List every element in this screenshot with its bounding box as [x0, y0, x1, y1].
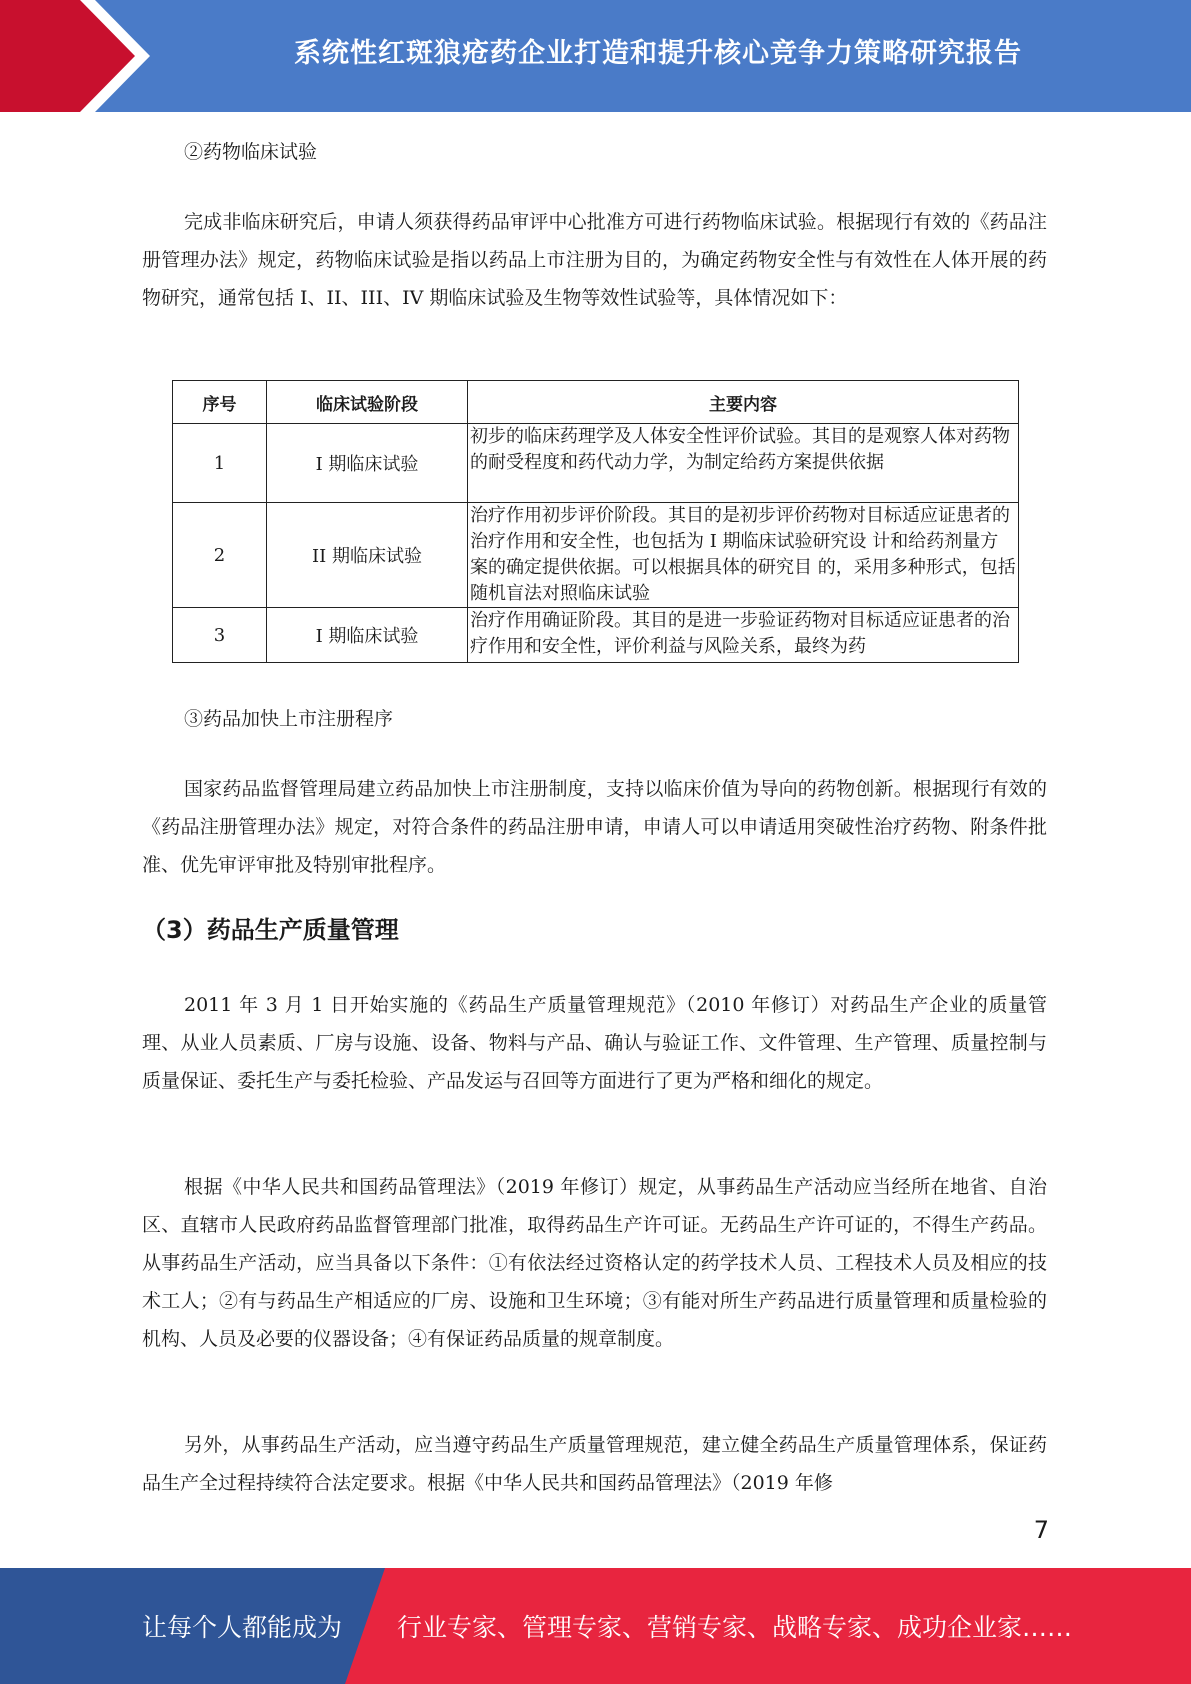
clinical-trial-table: [172, 380, 1019, 663]
footer-slogan-right: 行业专家、管理专家、营销专家、战略专家、成功企业家……: [397, 1613, 1073, 1642]
table-cell-phase: I 期临床试验: [267, 608, 468, 663]
paragraph-accelerated-registration: 国家药品监督管理局建立药品加快上市注册制度，支持以临床价值为导向的药物创新。根据现行有效的《药品注册管理办法》规定，对符合条件的药品注册申请，申请人可以申请适用突破性治疗药物、附条件批准、优先审评审批及特别审批程序。: [142, 778, 1047, 876]
table-row: [173, 503, 1019, 608]
table-cell-content: 治疗作用确证阶段。其目的是进一步验证药物对目标适应证患者的治疗作用和安全性，评价利益与风险关系，最终为药: [468, 608, 1019, 663]
table-row: [173, 608, 1019, 663]
table-cell-number: 2: [173, 503, 267, 608]
section-heading-production-quality: （3）药品生产质量管理: [142, 916, 399, 944]
paragraph-quality-system: 另外，从事药品生产活动，应当遵守药品生产质量管理规范，建立健全药品生产质量管理体系，保证药品生产全过程持续符合法定要求。根据《中华人民共和国药品管理法》（2019 年修: [142, 1434, 1047, 1494]
chevron-decoration-icon: [0, 0, 160, 112]
table-cell-content: 治疗作用初步评价阶段。其目的是初步评价药物对目标适应证患者的治疗作用和安全性，也包括为 I 期临床试验研究设 计和给药剂量方案的确定提供依据。可以根据具体的研究目 的，采用多种形式，包括随机盲法对照临床试验: [468, 503, 1019, 608]
table-header-cell: 序号: [173, 381, 267, 424]
table-cell-phase: II 期临床试验: [267, 503, 468, 608]
table-header-cell: 临床试验阶段: [267, 381, 468, 424]
paragraph-gmp: 2011 年 3 月 1 日开始实施的《药品生产质量管理规范》（2010 年修订）对药品生产企业的质量管理、从业人员素质、厂房与设施、设备、物料与产品、确认与验证工作、文件管理、生产管理、质量控制与质量保证、委托生产与委托检验、产品发运与召回等方面进行了更为严格和细化的规定。: [142, 994, 1047, 1092]
table-header-cell: 主要内容: [468, 381, 1019, 424]
table-cell-number: 1: [173, 424, 267, 503]
page-number: 7: [1033, 1516, 1049, 1544]
paragraph-clinical-intro: 完成非临床研究后，申请人须获得药品审评中心批准方可进行药物临床试验。根据现行有效的《药品注册管理办法》规定，药物临床试验是指以药品上市注册为目的，为确定药物安全性与有效性在人体开展的药物研究，通常包括 I、II、III、IV 期临床试验及生物等效性试验等，具体情况如下：: [142, 211, 1047, 309]
footer-slogan-left: 让每个人都能成为: [142, 1613, 343, 1642]
table-cell-number: 3: [173, 608, 267, 663]
table-header-row: [173, 381, 1019, 424]
table-row: [173, 424, 1019, 503]
table-cell-content: 初步的临床药理学及人体安全性评价试验。其目的是观察人体对药物的耐受程度和药代动力学，为制定给药方案提供依据: [468, 424, 1019, 503]
report-title: 系统性红斑狼疮药企业打造和提升核心竞争力策略研究报告: [294, 37, 1022, 69]
sub-heading-accelerated-registration: ③药品加快上市注册程序: [184, 708, 394, 730]
paragraph-drug-law: 根据《中华人民共和国药品管理法》（2019 年修订）规定，从事药品生产活动应当经所在地省、自治区、直辖市人民政府药品监督管理部门批准，取得药品生产许可证。无药品生产许可证的，不得生产药品。从事药品生产活动，应当具备以下条件：①有依法经过资格认定的药学技术人员、工程技术人员及相应的技术工人；②有与药品生产相适应的厂房、设施和卫生环境；③有能对所生产药品进行质量管理和质量检验的机构、人员及必要的仪器设备；④有保证药品质量的规章制度。: [142, 1176, 1047, 1350]
footer-banner: [0, 1568, 1191, 1684]
header-banner: [0, 0, 1191, 112]
sub-heading-clinical-trial: ②药物临床试验: [184, 141, 318, 163]
table-cell-phase: I 期临床试验: [267, 424, 468, 503]
